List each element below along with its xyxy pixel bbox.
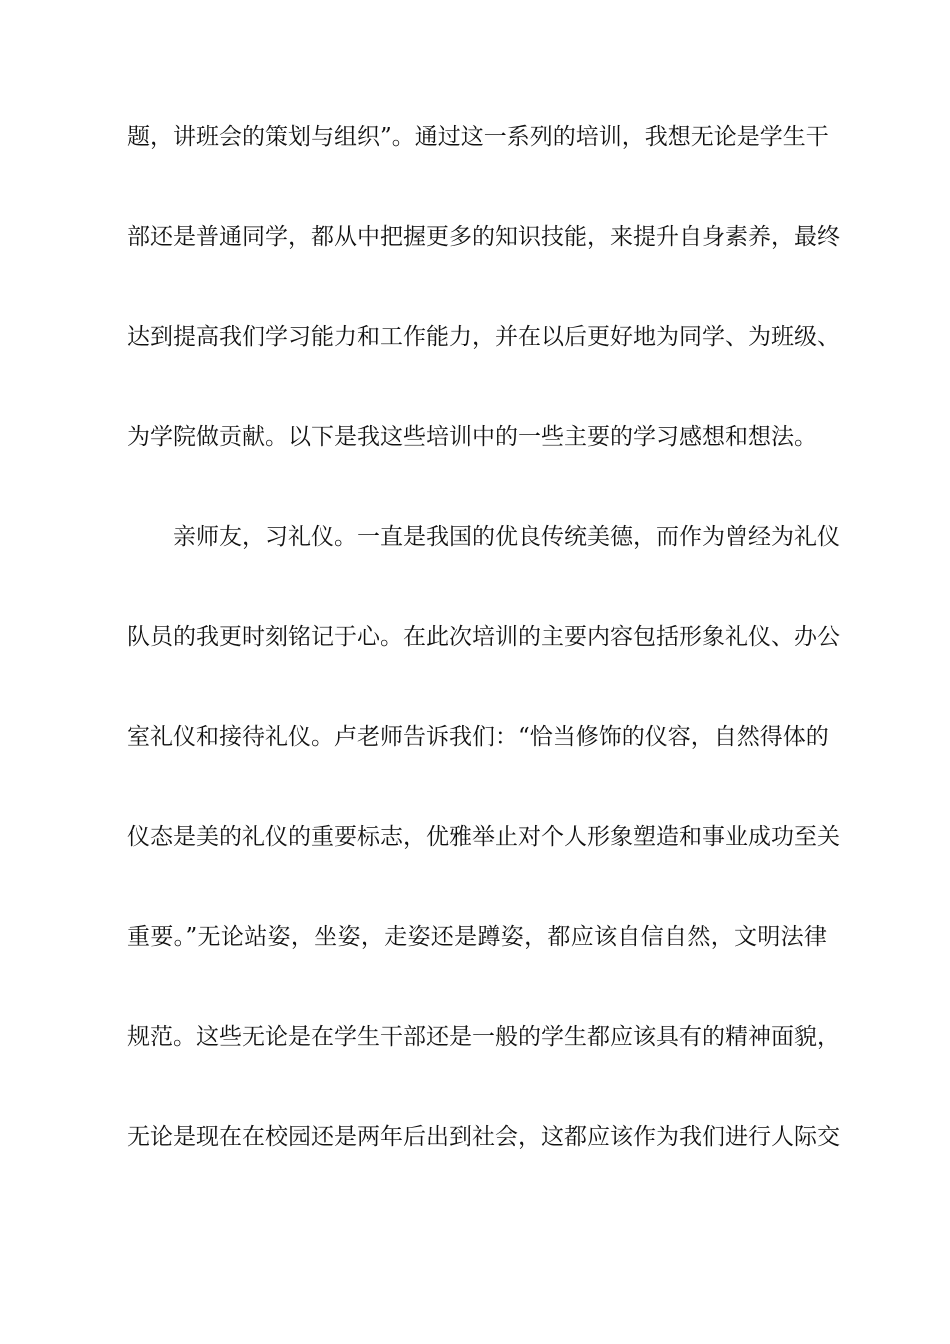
text-line: 无论是现在在校园还是两年后出到社会，这都应该作为我们进行人际交 xyxy=(127,1124,840,1150)
paragraph-first-line: 亲师友，习礼仪。一直是我国的优良传统美德，而作为曾经为礼仪 xyxy=(173,524,840,550)
text-line: 规范。这些无论是在学生干部还是一般的学生都应该具有的精神面貌， xyxy=(127,1024,840,1050)
text-line: 题，讲班会的策划与组织”。通过这一系列的培训，我想无论是学生干 xyxy=(127,124,829,150)
body-text xyxy=(127,118,840,1218)
text-line: 为学院做贡献。以下是我这些培训中的一些主要的学习感想和想法。 xyxy=(127,424,817,450)
text-line: 重要。”无论站姿，坐姿，走姿还是蹲姿，都应该自信自然，文明法律 xyxy=(127,924,827,950)
text-line: 队员的我更时刻铭记于心。在此次培训的主要内容包括形象礼仪、办公 xyxy=(127,624,840,650)
text-line: 达到提高我们学习能力和工作能力，并在以后更好地为同学、为班级、 xyxy=(127,324,840,350)
text-line: 部还是普通同学，都从中把握更多的知识技能，来提升自身素养，最终 xyxy=(127,224,840,250)
text-line: 室礼仪和接待礼仪。卢老师告诉我们：“恰当修饰的仪容，自然得体的 xyxy=(127,724,829,750)
text-line: 仪态是美的礼仪的重要标志，优雅举止对个人形象塑造和事业成功至关 xyxy=(127,824,840,850)
